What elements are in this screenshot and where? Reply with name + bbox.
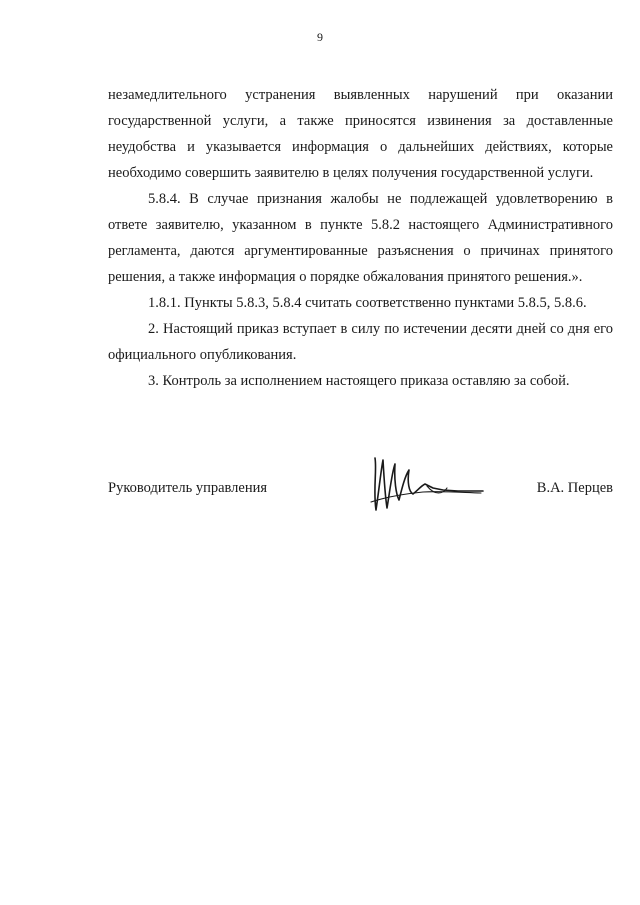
paragraph-1-8-1: 1.8.1. Пункты 5.8.3, 5.8.4 считать соответственно пунктами 5.8.5, 5.8.6. <box>148 295 587 311</box>
paragraph-5-8-4: 5.8.4. В случае признания жалобы не подлежащей удовлетворению в ответе заявителю, указанном в пункте 5.8.2 настоящего Административного регламента, даются аргументированные разъяснения о причинах принятого решения, а также информация о порядке обжалования принятого решения.». <box>108 191 613 285</box>
paragraph-3: 3. Контроль за исполнением настоящего приказа оставляю за собой. <box>148 373 570 389</box>
paragraph-continuation: незамедлительного устранения выявленных нарушений при оказании государственной услуги, а также приносятся извинения за доставленные неудобства и указывается информация о дальнейших действиях, которые необходимо совершить заявителю в целях получения государственной услуги. <box>108 87 613 181</box>
signatory-title: Руководитель управления <box>108 480 268 496</box>
signatory-name: В.А. Перцев <box>536 480 613 496</box>
signature-block <box>108 450 613 530</box>
paragraph-2: 2. Настоящий приказ вступает в силу по истечении десяти дней со дня его официального опубликования. <box>108 321 613 363</box>
document-body <box>108 82 613 394</box>
page-number: 9 <box>317 30 323 44</box>
handwritten-signature <box>363 450 488 525</box>
